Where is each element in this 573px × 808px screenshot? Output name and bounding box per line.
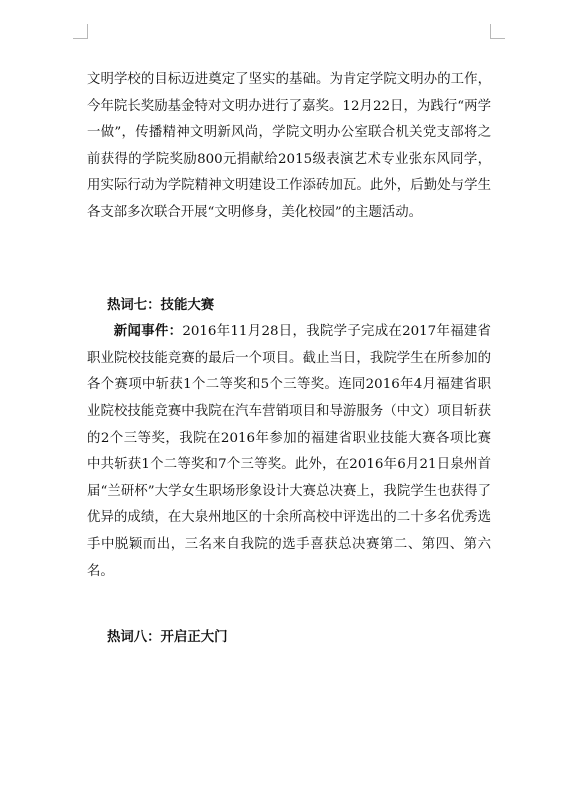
crop-mark-top-left	[73, 24, 88, 39]
news-event-label: 新闻事件：	[113, 324, 183, 340]
skills-contest-body: 2016年11月28日，我院学子完成在2017年福建省职业院校技能竞赛的最后一个项目。截止当日，我院学生在所参加的各个赛项中斩获1个二等奖和5个三等奖。连同2016年4月福建省职业院校技能竞赛中我院在汽车营销项目和导游服务（中文）项目斩获的2个三等奖，我院在2016年参加的福建省职业技能大赛各项比赛中共斩获1个二等奖和7个三等奖。此外，在2016年6月21日泉州首届“兰研杯”大学女生职场形象设计大赛总决赛上，我院学生也获得了优异的成绩，在大泉州地区的十余所高校中评选出的二十多名优秀选手中脱颖而出，三名来自我院的选手喜获总决赛第二、第四、第六名。	[87, 324, 492, 579]
document-body	[87, 67, 491, 652]
section-heading-skills-contest: 热词七：技能大赛	[107, 297, 215, 313]
section-heading-main-gate: 热词八：开启正大门	[107, 630, 228, 646]
crop-mark-top-right	[490, 24, 505, 39]
skills-contest-paragraph	[87, 319, 491, 585]
intro-paragraph: 文明学校的目标迈进奠定了坚实的基础。为肯定学院文明办的工作，今年院长奖励基金特对文明办进行了嘉奖。12月22日，为践行“两学一做”，传播精神文明新风尚，学院文明办公室联合机关党支部将之前获得的学院奖励800元捐献给2015级表演艺术专业张东风同学，用实际行动为学院精神文明建设工作添砖加瓦。此外，后勤处与学生各支部多次联合开展“文明修身，美化校园”的主题活动。	[87, 72, 491, 220]
